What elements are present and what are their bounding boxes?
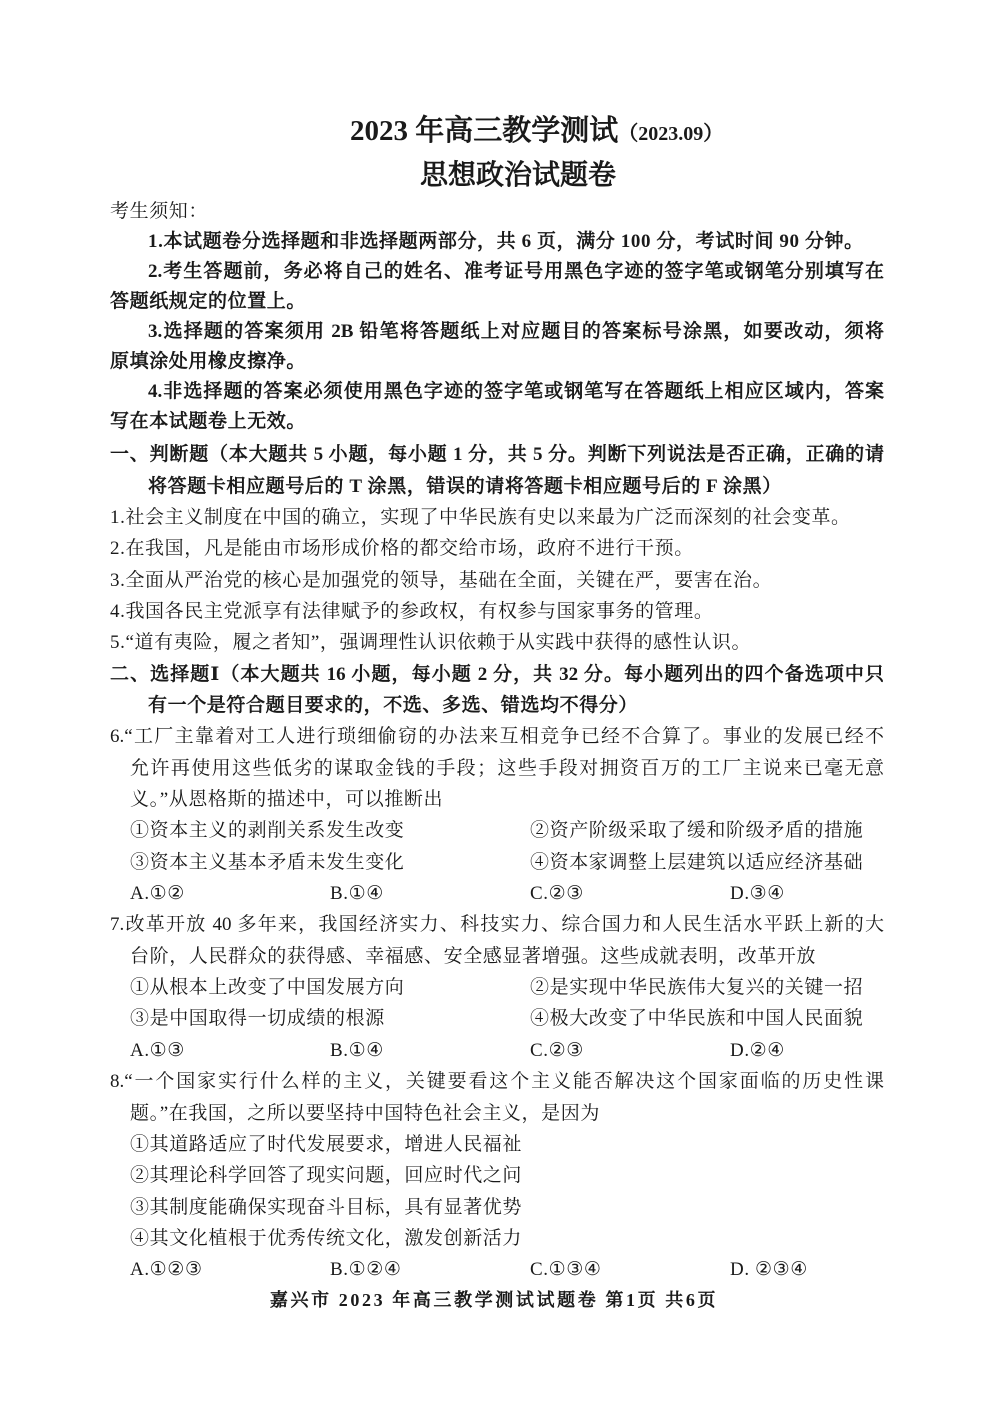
question-8-statement-1: ①其道路适应了时代发展要求，增进人民福祉 [130, 1133, 523, 1155]
question-6-stem: 6.“工厂主靠着对工人进行琐细偷窃的办法来互相竞争已经不合算了。事业的发展已经不 [110, 726, 884, 748]
question-7-statements-row [110, 972, 884, 1003]
page-footer: 嘉兴市 2023 年高三教学测试试题卷 第1页 共6页 [269, 1290, 719, 1310]
question-7-statement-4: ④极大改变了中华民族和中国人民面貌 [530, 1008, 864, 1030]
notice-item-2-cont: 答题纸规定的位置上。 [110, 291, 307, 312]
notice-item-1: 1.本试题卷分选择题和非选择题两部分，共 6 页，满分 100 分，考试时间 90 分钟。 [148, 231, 864, 252]
question-8-statement-2: ②其理论科学回答了现实问题，回应时代之问 [130, 1165, 523, 1187]
notice-item-3: 3.选择题的答案须用 2B 铅笔将答题纸上对应题目的答案标号涂黑，如要改动，须将 [148, 321, 884, 342]
question-8-choice-c: C.①③④ [530, 1259, 602, 1281]
question-7-choices [110, 1035, 884, 1066]
question-6-stem-cont: 允许再使用这些低劣的谋取金钱的手段；这些手段对拥资百万的工厂主说来已毫无意 [130, 757, 884, 779]
question-7-choice-d: D.②④ [730, 1039, 785, 1061]
question-8-stem: 8.“一个国家实行什么样的主义，关键要看这个主义能否解决这个国家面临的历史性课 [110, 1071, 884, 1093]
question-8-choice-a: A.①②③ [130, 1259, 203, 1281]
question-6-statement-4: ④资本家调整上层建筑以适应经济基础 [530, 851, 864, 873]
question-6-choices [110, 878, 884, 909]
question-3: 3.全面从严治党的核心是加强党的领导，基础在全面，关键在严，要害在治。 [110, 569, 773, 591]
question-6-statement-3: ③资本主义基本矛盾未发生变化 [130, 851, 405, 873]
question-7-statement-3: ③是中国取得一切成绩的根源 [130, 1008, 385, 1030]
question-6-statements-row [110, 847, 884, 878]
exam-title [350, 110, 723, 152]
question-7-stem: 7.改革开放 40 多年来，我国经济实力、科技实力、综合国力和人民生活水平跃上新的大 [110, 914, 884, 936]
section-2-heading-cont: 有一个是符合题目要求的，不选、多选、错选均不得分） [148, 695, 639, 717]
question-8-choices [110, 1254, 884, 1285]
question-7-choice-c: C.②③ [530, 1039, 584, 1061]
question-7-choice-a: A.①③ [130, 1039, 185, 1061]
question-6-choice-c: C.②③ [530, 883, 584, 905]
question-6-statement-2: ②资产阶级采取了缓和阶级矛盾的措施 [530, 820, 864, 842]
question-8-statement-3: ③其制度能确保实现奋斗目标，具有显著优势 [130, 1196, 523, 1218]
notice-heading: 考生须知： [110, 201, 209, 222]
question-6-statements-row [110, 815, 884, 846]
question-7-statement-2: ②是实现中华民族伟大复兴的关键一招 [530, 977, 864, 999]
question-7-stem-cont: 台阶，人民群众的获得感、幸福感、安全感显著增强。这些成就表明，改革开放 [130, 945, 817, 967]
exam-questions [110, 439, 884, 1285]
notice-item-2: 2.考生答题前，务必将自己的姓名、准考证号用黑色字迹的签字笔或钢笔分别填写在 [148, 261, 884, 282]
question-6-stem-end: 义。”从恩格斯的描述中，可以推断出 [130, 789, 444, 811]
section-1-heading-cont: 将答题卡相应题号后的 T 涂黑，错误的请将答题卡相应题号后的 F 涂黑） [148, 475, 782, 497]
question-2: 2.在我国，凡是能由市场形成价格的都交给市场，政府不进行干预。 [110, 538, 694, 560]
section-1-heading: 一、判断题（本大题共 5 小题，每小题 1 分，共 5 分。判断下列说法是否正确，正确的请 [110, 444, 884, 466]
section-2-heading: 二、选择题Ⅰ（本大题共 16 小题，每小题 2 分，共 32 分。每小题列出的四个备选项中只 [110, 663, 884, 685]
question-7-statements-row [110, 1003, 884, 1034]
question-6-choice-d: D.③④ [730, 883, 785, 905]
notice-item-4: 4.非选择题的答案必须使用黑色字迹的签字笔或钢笔写在答题纸上相应区域内，答案 [148, 381, 884, 402]
candidate-notice [110, 197, 884, 437]
exam-subtitle: 思想政治试题卷 [420, 160, 617, 191]
question-4: 4.我国各民主党派享有法律赋予的参政权，有权参与国家事务的管理。 [110, 601, 714, 623]
exam-title-main: 2023 年高三教学测试 [350, 115, 619, 147]
question-8-statement-4: ④其文化植根于优秀传统文化，激发创新活力 [130, 1227, 523, 1249]
notice-item-4-cont: 写在本试题卷上无效。 [110, 411, 307, 432]
question-8-choice-b: B.①②④ [330, 1259, 402, 1281]
question-6-choice-a: A.①② [130, 883, 185, 905]
question-5: 5.“道有夷险，履之者知”，强调理性认识依赖于从实践中获得的感性认识。 [110, 632, 752, 654]
question-8-stem-cont: 题。”在我国，之所以要坚持中国特色社会主义，是因为 [130, 1102, 600, 1124]
question-8-choice-d: D. ②③④ [730, 1259, 808, 1281]
exam-title-date: （2023.09） [618, 123, 724, 145]
question-7-statement-1: ①从根本上改变了中国发展方向 [130, 977, 405, 999]
notice-item-3-cont: 原填涂处用橡皮擦净。 [110, 351, 307, 372]
question-7-choice-b: B.①④ [330, 1039, 384, 1061]
question-1: 1.社会主义制度在中国的确立，实现了中华民族有史以来最为广泛而深刻的社会变革。 [110, 506, 851, 528]
question-6-choice-b: B.①④ [330, 883, 384, 905]
question-6-statement-1: ①资本主义的剥削关系发生改变 [130, 820, 405, 842]
